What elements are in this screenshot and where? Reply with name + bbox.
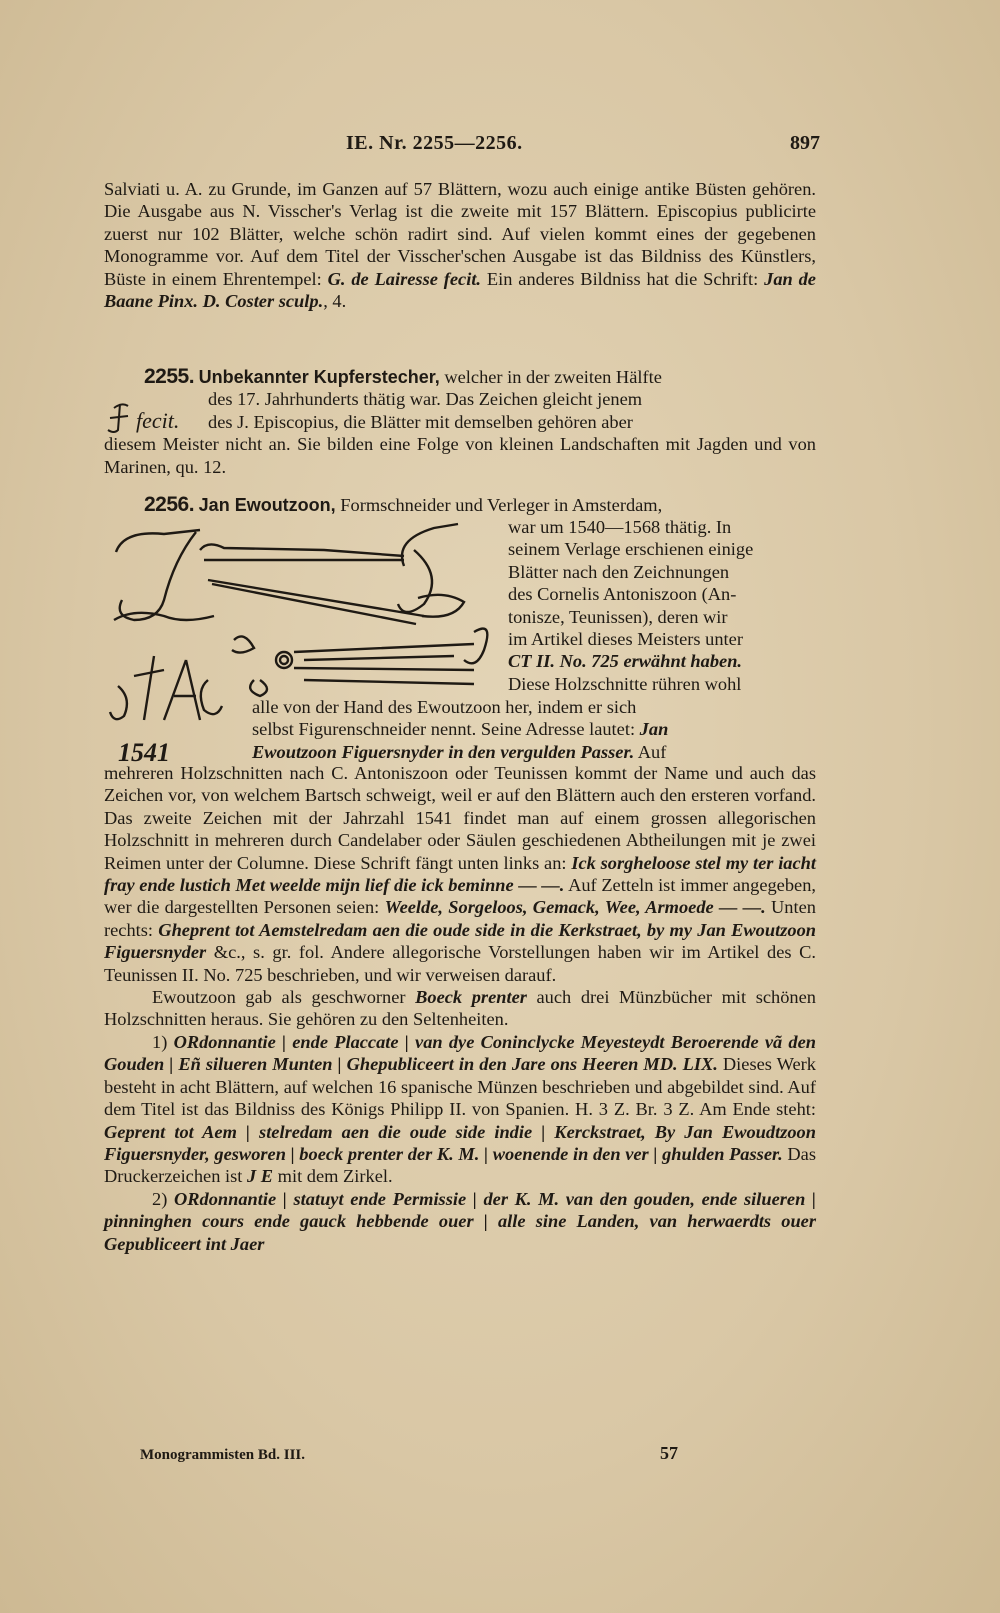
monogram-year: 1541 <box>118 738 170 767</box>
entry-line: Formschneider und Verleger in Amsterdam, <box>340 495 663 515</box>
top-end-text: , 4. <box>323 291 347 312</box>
narrow-line: Diese Holzschnitte rühren wohl <box>508 673 742 694</box>
mid-italic: Ewoutzoon Figuersnyder in den vergulden Passer. <box>252 741 635 762</box>
header-title: IE. Nr. 2255—2256. <box>346 132 523 154</box>
mid-italic: Jan <box>639 719 669 740</box>
narrow-line: seinem Verlage erschienen einige <box>508 539 754 560</box>
mid-line: selbst Figurenschneider nennt. Seine Adresse lautet: <box>252 719 636 740</box>
body-text: Unten rechts: <box>104 897 816 940</box>
top-paragraph <box>104 178 816 312</box>
body-text: Ewoutzoon gab als geschworner <box>152 987 406 1008</box>
narrow-line: im Artikel dieses Meisters unter <box>508 629 743 650</box>
mid-line: Auf <box>637 741 667 762</box>
narrow-line: Blätter nach den Zeichnungen <box>508 561 730 582</box>
entry-2256-narrow <box>508 516 816 695</box>
narrow-line: des Cornelis Antoniszoon (An- <box>508 584 737 605</box>
body-text: &c., s. gr. fol. Andere allegorische Vorstellungen haben wir im Artikel des C. Teunissen II. No. 725 beschrieben, und wir verweisen darauf. <box>104 942 816 985</box>
body-italic: J E <box>246 1166 274 1187</box>
body-italic: Ick sorgheloose stel my ter iacht fray ende lustich Met weelde mijn lief die ick beminne — —. <box>104 852 816 896</box>
entry-name: Unbekannter Kupferstecher, <box>198 367 440 387</box>
top-italic-1: G. de Lairesse fecit. <box>327 268 482 289</box>
running-header <box>100 132 820 162</box>
entry-line: des 17. Jahrhunderts thätig war. Das Zeichen gleicht jenem <box>208 389 643 410</box>
entry-number: 2255. <box>144 365 195 388</box>
item-title: ORdonnantie | ende Placcate | van dye Coninclycke Meyesteydt Beroerende vã den Gouden | Eñ silueren Munten | Ghepubliceert in den Jare ons Heeren MD. LIX. <box>104 1031 816 1075</box>
body-text: Auf Zetteln ist immer angegeben, wer die dargestellten Personen seien: <box>104 875 816 918</box>
entry-number: 2256. <box>144 493 195 516</box>
top-italic-2: Jan de Baane Pinx. D. Coster sculp. <box>104 268 816 312</box>
item-title: ORdonnantie | statuyt ende Permissie | der K. M. van den gouden, ende silueren | pinninghen cours ende gauck hebbende ouer | alle sine Landen, van herwaerdts ouer Gepubliceert int Jaer <box>104 1188 816 1254</box>
body-text: Dieses Werk besteht in acht Blättern, auf welchen 16 spanische Münzen beschrieben und abgebildet sind. Auf dem Titel ist das Bildniss des Königs Philipp II. von Spanien. H. 3 Z. Br. 3 Z. Am Ende steht: <box>104 1054 816 1120</box>
body-text: mit dem Zirkel. <box>277 1166 393 1187</box>
top-text: Salviati u. A. zu Grunde, im Ganzen auf 57 Blättern, wozu auch einige antike Büsten gehören. Die Ausgabe aus N. Visscher's Verlag ist die zweite mit 157 Blättern. Episcopius publicirte zuerst nur 102 Blätter, welche schön radirt sind. Auf vielen kommt eines der gegebenen Monogramme vor. Auf dem Titel der Visscher'schen Ausgabe ist das Bildniss des Künstlers, Büste in einem Ehrentempel: <box>104 179 816 289</box>
body-italic: Gheprent tot Aemstelredam aen die oude side in die Kerkstraet, by my Jan Ewoutzoon Figuersnyder <box>104 919 816 963</box>
body-text: Das Druckerzeichen ist <box>104 1143 817 1187</box>
monogram-2256-icon <box>104 520 504 740</box>
page-number: 897 <box>790 132 820 154</box>
narrow-line: tonisze, Teunissen), deren wir <box>508 606 728 627</box>
entry-line: des J. Episcopius, die Blätter mit demselben gehören aber <box>208 411 633 432</box>
monogram-2255-icon <box>104 400 214 436</box>
entry-2256 <box>104 494 816 516</box>
footer-volume: Monogrammisten Bd. III. <box>140 1447 306 1463</box>
entry-line: welcher in der zweiten Hälfte <box>444 367 662 387</box>
entry-name: Jan Ewoutzoon, <box>198 495 336 515</box>
monogram-text: fecit. <box>136 408 180 433</box>
entry-text: diesem Meister nicht an. Sie bilden eine Folge von kleinen Landschaften mit Jagden und von Marinen, qu. 12. <box>104 434 816 477</box>
mid-line: alle von der Hand des Ewoutzoon her, indem er sich <box>252 697 637 717</box>
body-italic: Geprent tot Aem | stelredam aen die oude side indie | Kerckstraet, By Jan Ewoudtzoon Figuersnyder, gesworen | boeck prenter der K. M. | woenende in den ver | ghulden Passer. <box>104 1121 816 1164</box>
body-italic: Weelde, Sorgeloos, Gemack, Wee, Armoede — —. <box>384 897 766 918</box>
page-footer <box>140 1443 680 1464</box>
body-italic: Boeck prenter <box>415 987 527 1008</box>
narrow-line: war um 1540—1568 thätig. In <box>508 517 732 537</box>
item-number: 2) <box>152 1188 168 1209</box>
narrow-line: CT II. No. 725 erwähnt haben. <box>508 651 743 672</box>
top-mid-text: Ein anderes Bildniss hat die Schrift: <box>486 268 759 289</box>
body-text: mehreren Holzschnitten nach C. Antoniszoon oder Teunissen kommt der Name und auch das Zeichen vor, von welchem Bartsch schweigt, weil er auf den Blättern auch den ersteren vorfand. Das zweite Zeichen mit der Jahrzahl 1541 findet man auf einem grossen allegorischen Holzschnitt in mehreren durch Candelaber oder Säulen geschiedenen Abtheilungen mit je zwei Reimen unter der Columne. Diese Schrift fängt unten links an: <box>104 763 816 873</box>
body-text: auch drei Münzbücher mit schönen Holzschnitten heraus. Sie gehören zu den Seltenheiten. <box>104 987 816 1030</box>
footer-signature: 57 <box>660 1443 678 1463</box>
item-number: 1) <box>152 1031 168 1052</box>
entry-2256-body <box>104 762 816 1255</box>
